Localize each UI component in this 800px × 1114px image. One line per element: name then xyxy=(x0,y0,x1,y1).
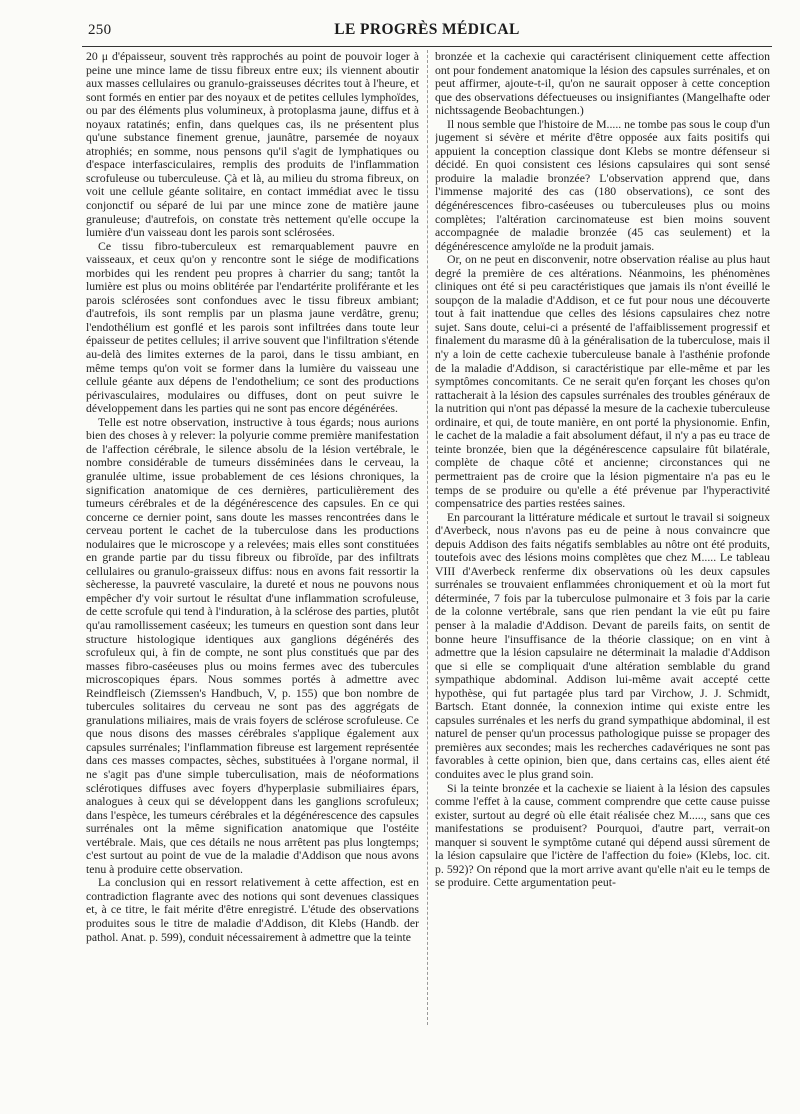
page-number: 250 xyxy=(88,22,112,38)
paragraph: Si la teinte bronzée et la cachexie se liaient à la lésion des capsules comme l'effet à la cause, comment comprendre que cette cause puisse exister, surtout au degré où elle était réalisée chez M....., sans que ces manifestations se produisent? Pourquoi, d'autre part, verrait-on manquer si souvent le symptôme cutané qui dépend aussi sûrement de la lésion capsulaire que l'ictère de l'affection du foie» (Klebs, loc. cit. p. 592)? On répond que la mort arrive avant qu'elle n'ait eu le temps de se produire. Cette argumentation peut- xyxy=(435,781,770,890)
page-stain xyxy=(262,1033,332,1051)
paragraph: bronzée et la cachexie qui caractérisent cliniquement cette affection ont pour fondement anatomique la lésion des capsules surrénales, et on peut affirmer, ajoute-t-il, qu'on ne saurait opposer à cette conception que des observations défectueuses ou insignifiantes (Mangelhafte oder nichtssagende Beobachtungen.) xyxy=(435,50,770,118)
column-divider xyxy=(427,50,428,1025)
running-title: LE PROGRÈS MÉDICAL xyxy=(334,21,520,38)
paragraph: Ce tissu fibro-tuberculeux est remarquablement pauvre en vaisseaux, et ceux qu'on y rencontre sont le siége de modifications morbides qui les rendent peu propres à charrier du sang; tantôt la lumière est plus ou moins oblitérée par l'endartérite proliférante et les parois sclérosées sont confondues avec le tissu fibreux ambiant; d'autrefois, ils sont remplis par un plasma jaune verdâtre, grenu; l'endothélium est gonflé et les parois sont infiltrées dans toute leur épaisseur de petites cellules; il arrive souvent que l'infiltration s'étende au-delà des limites externes de la paroi, dans le tissu ambiant, en même temps qu'on voit se former dans la lumière du vaisseau une cellule géante aux dépens de l'endothelium; ce sont des productions périvasculaires, modulaires ou diffuses, dont on peut suivre le développement dans les parties qui ne sont pas encore dégénérées. xyxy=(86,239,419,416)
paragraph: En parcourant la littérature médicale et surtout le travail si soigneux d'Averbeck, nous n'avons pas eu de peine à nous convaincre que depuis Addison des faits négatifs semblables au nôtre ont été produits, toutefois avec des lésions moins complètes que chez M..... Le tableau VIII d'Averbeck renferme dix observations où les deux capsules surrénales se trouvaient enflammées chroniquement et où la mort fut déterminée, 7 fois par la tuberculose pulmonaire et 3 fois par la carie de la colonne vertébrale, sans que rien pendant la vie eût pu faire penser à la maladie d'Addison. Devant de pareils faits, on sentit de bonne heure l'insuffisance de la théorie classique; on en vint à admettre que la lésion capsulaire ne déterminait la maladie d'Addison que si elle se compliquait d'une altération semblable du grand sympathique abdominal. Addison lui-même avait accepté cette hypothèse, qui fut partagée plus tard par Virchow, J. J. Schmidt, Bartsch. Etant donnée, la connexion intime qui existe entre les capsules surrénales et les nerfs du grand sympathique abdominal, il est naturel de penser qu'un processus pathologique puisse se propager des premières aux secondes; mais les recherches cadavériques ne sont pas favorables à cette opinion, bien que, dans certains cas, elles aient été conduites avec le plus grand soin. xyxy=(435,510,770,781)
paragraph: Or, on ne peut en disconvenir, notre observation réalise au plus haut degré la première de ces altérations. Néanmoins, les phénomènes cliniques ont été si peu caractéristiques que jamais ils n'ont éveillé le soupçon de la maladie d'Addison, et ce fut pour nous une découverte tout à fait inattendue que celles des lésions capsulaires chez notre sujet. Sans doute, celui-ci a présenté de l'affaiblissement progressif et finalement du marasme dû à la généralisation de la tuberculose, mais il n'y a loin de cette cachexie tuberculeuse banale à l'asthénie profonde de la maladie d'Addison, si caractéristique par elle-même et par les symptômes concomitants. Ce ne serait qu'en forçant les choses qu'on rattacherait à la lésion des capsules surrénales des troubles généraux de la nutrition qui n'ont pas dépassé la mesure de la cachexie tuberculeuse ordinaire, et qui, de toute manière, en ont porté la physionomie. Enfin, le cachet de la maladie a fait absolument défaut, il n'y a pas eu trace de teinte bronzée, bien que la dégénérescence capsulaire fût bilatérale, complète de chaque côté et ancienne; circonstances qui ne permettraient pas de croire que la lésion pigmentaire n'a pas eu le temps de se produire ou qu'elle a été prévenue par l'hyperactivité compensatrice des parties restées saines. xyxy=(435,253,770,511)
right-column xyxy=(435,50,770,1055)
paragraph: Il nous semble que l'histoire de M..... ne tombe pas sous le coup d'un jugement si sévère et mérite d'être opposée aux faits positifs qui appuient la conception classique dont Klebs se montre défenseur si décidé. En quoi consistent ces lésions capsulaires qui sont sensé produire la maladie bronzée? L'observation apprend que, dans l'immense majorité des cas (180 observations), ce sont des dégénérescences fibro-caséeuses ou tuberculeuses plus ou moins complètes; l'altération carcinomateuse est bien moins souvent accompagnée de maladie bronzée (45 cas seulement) et la dégénérescence amyloïde ne la produit jamais. xyxy=(435,117,770,253)
paragraph: Telle est notre observation, instructive à tous égards; nous aurions bien des choses à y relever: la polyurie comme première manifestation de l'affection cérébrale, le silence absolu de la lésion vertébrale, le nombre considérable de tumeurs disséminées dans le cerveau, la granulée ultime, issue probablement de ces lésions chroniques, la signification anatomique de ces dernières, particulièrement des tumeurs cérébrales et de la dégénérescence des capsules. En ce qui concerne ce dernier point, sans doute les masses rencontrées dans le cerveau portent le cachet de la tuberculose dans les productions nodulaires que le microscope y a relevées; mais elles sont constituées en grande partie par du tissu fibreux ou fibroïde, par des infiltrats cellulaires ou granulo-graisseux diffus: nous en avons fait ressortir la sècheresse, la pauvreté vasculaire, la dureté et nous ne pouvons nous empêcher d'y voir surtout le résultat d'une inflammation scrofuleuse, de cette scrofule qui tend à l'induration, à la sclérose des parties, plutôt qu'au ramollissement caséeux; les tumeurs en question sont dans leur structure histologique identiques aux ganglions dégénérés des scrofuleux qui, à fin de compte, ne sont plus constitués que par des masses fibro-caséeuses plus ou moins fermes avec des tubercules microscopiques épars. Nous sommes portés à admettre avec Reindfleisch (Ziemssen's Handbuch, V, p. 155) que bon nombre de tubercules solitaires du cerveau ne sont pas des aggrégats de granulations miliaires, mais de vrais foyers de sclérose scrofuleuse. Ce que nous disons des masses cérébrales s'applique également aux capsules surrénales; l'inflammation fibreuse est largement représentée dans ces masses compactes, sèches, substituées à l'organe normal, il ne s'agit pas d'une simple tuberculisation, mais de néoformations sclérotiques diffuses avec foyers d'hyperplasie submiliaires épars, analogues à ceux qui se développent dans les ganglions scrofuleux; dans l'espèce, les tumeurs cérébrales et la dégénérescence des capsules surrénales ont la même signification anatomique que l'ostéite vertébrale. Mais, que ces détails ne nous arrêtent pas plus longtemps; c'est surtout au point de vue de la maladie d'Addison que nous avons tenu à produire cette observation. xyxy=(86,415,419,876)
page-header xyxy=(82,20,772,47)
paragraph: La conclusion qui en ressort relativement à cette affection, est en contradiction flagrante avec des notions qui sont devenues classiques et, à ce titre, le fait mérite d'être enregistré. L'étude des observations produites sous le titre de maladie d'Addison, dit Klebs (Handb. der pathol. Anat. p. 599), conduit nécessairement à admettre que la teinte xyxy=(86,876,419,944)
left-column xyxy=(86,50,419,1055)
paragraph: 20 μ d'épaisseur, souvent très rapprochés au point de pouvoir loger à peine une mince lame de tissu fibreux entre eux; ils viennent aboutir aux masses cellulaires ou granulo-graisseuses décrites tout à l'heure, et sont formés en entier par des noyaux et de petites cellules lymphoïdes, ou par des éléments plus volumineux, à protoplasma jaune, diffus et à noyaux ratatinés; enfin, dans quelques cas, ils ne présentent plus qu'une substance finement grenue, jaunâtre, parsemée de noyaux atrophiés; en somme, nous pensons qu'il s'agit de lymphatiques ou d'espace interfasciculaires, remplis des produits de l'inflammation scrofuleuse ou tuberculeuse. Çà et là, au milieu du stroma fibreux, on voit une cellule géante solitaire, en contact immédiat avec le tissu conjonctif ou séparé de lui par une mince zone de matière jaune granuleuse; d'autrefois, on constate très nettement qu'elle occupe la lumière d'un vaisseau dont les parois sont sclérosées. xyxy=(86,50,419,240)
